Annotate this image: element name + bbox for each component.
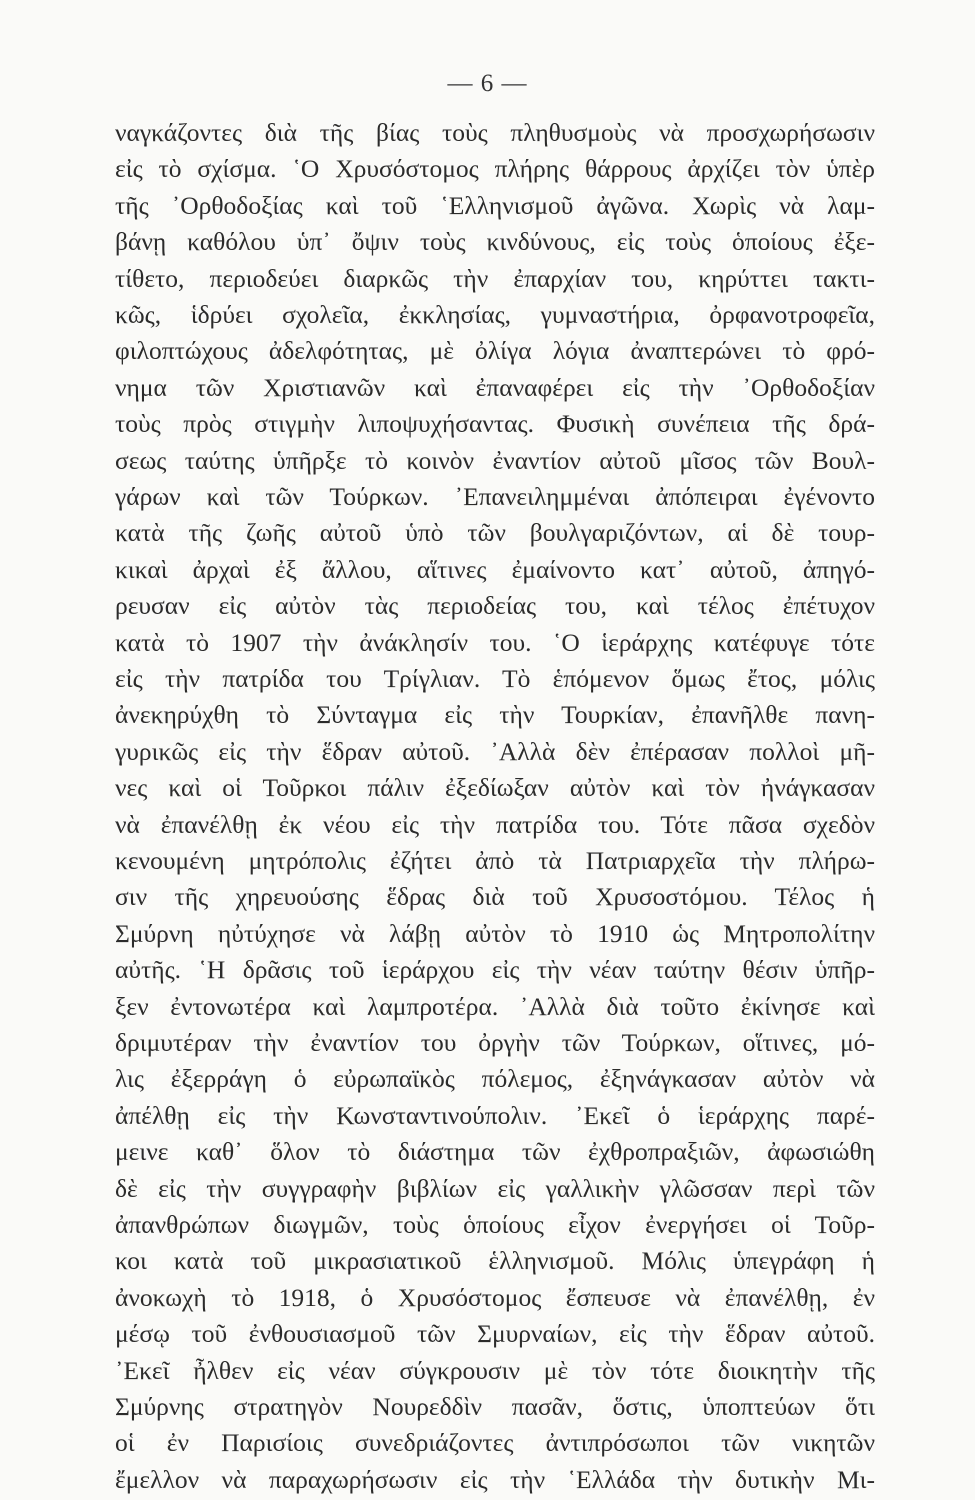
text-line: ρευσαν εἰς αὐτὸν τὰς περιοδείας του, καὶ τέλος ἐπέτυχον [115,591,875,621]
text-line: νες καὶ οἱ Τοῦρκοι πάλιν ἐξεδίωξαν αὐτὸν καὶ τὸν ἠνάγκασαν [115,773,875,803]
text-line: ναγκάζοντες διὰ τῆς βίας τοὺς πληθυσμοὺς νὰ προσχωρήσωσιν [115,118,875,147]
text-line: Σμύρνη ηὐτύχησε νὰ λάβῃ αὐτὸν τὸ 1910 ὡς Μητροπολίτην [115,918,875,948]
text-line: μεινε καθ᾿ ὅλον τὸ διάστημα τῶν ἐχθροπραξιῶν, ἀφωσιώθη [115,1137,875,1167]
text-line: δὲ εἰς τὴν συγγραφὴν βιβλίων εἰς γαλλικὴν γλῶσσαν περὶ τῶν [115,1173,875,1203]
text-line: κῶς, ἱδρύει σχολεῖα, ἐκκλησίας, γυμναστήρια, ὀρφανοτροφεῖα, [115,300,875,329]
text-line: ἀπέλθῃ εἰς τὴν Κωνσταντινούπολιν. ᾿Εκεῖ ὁ ἱεράρχης παρέ- [115,1100,875,1130]
text-line: οἱ ἐν Παρισίοις συνεδριάζοντες ἀντιπρόσωποι τῶν νικητῶν [115,1428,875,1458]
text-line: δριμυτέραν τὴν ἐναντίον του ὀργὴν τῶν Τούρκων, οἵτινες, μό- [115,1028,875,1057]
text-line: εἰς τὴν πατρίδα του Τρίγλιαν. Τὸ ἑπόμενον ὅμως ἔτος, μόλις [115,664,875,693]
text-line: σεως ταύτης ὑπῆρξε τὸ κοινὸν ἐναντίον αὐτοῦ μῖσος τῶν Βουλ- [115,445,875,475]
text-line: νημα τῶν Χριστιανῶν καὶ ἐπαναφέρει εἰς τὴν ᾿Ορθοδοξίαν [115,372,875,402]
text-line: μέσῳ τοῦ ἐνθουσιασμοῦ τῶν Σμυρναίων, εἰς τὴν ἕδραν αὐτοῦ. [115,1319,875,1349]
text-line: τίθετο, περιοδεύει διαρκῶς τὴν ἐπαρχίαν του, κηρύττει τακτι- [115,263,875,293]
text-line: κενουμένη μητρόπολις ἐζήτει ἀπὸ τὰ Πατριαρχεῖα τὴν πλήρω- [115,846,875,875]
text-line: εἰς τὸ σχίσμα. ῾Ο Χρυσόστομος πλήρης θάρρους ἀρχίζει τὸν ὑπὲρ [115,154,875,184]
page-number: — 6 — [447,70,528,97]
text-line: βάνῃ καθόλου ὑπ᾿ ὄψιν τοὺς κινδύνους, εἰς τοὺς ὁποίους ἐξε- [115,227,875,257]
text-line: τοὺς πρὸς στιγμὴν λιποψυχήσαντας. Φυσικὴ συνέπεια τῆς δρά- [115,409,875,439]
text-line: κοι κατὰ τοῦ μικρασιατικοῦ ἑλληνισμοῦ. Μόλις ὑπεγράφη ἡ [115,1246,875,1276]
text-line: ἀνεκηρύχθη τὸ Σύνταγμα εἰς τὴν Τουρκίαν, ἐπανῆλθε πανη- [115,700,875,730]
text-line: φιλοπτώχους ἀδελφότητας, μὲ ὀλίγα λόγια ἀναπτερώνει τὸ φρό- [115,336,875,366]
text-line: ἀπανθρώπων διωγμῶν, τοὺς ὁποίους εἶχον ἐνεργήσει οἱ Τοῦρ- [115,1210,875,1239]
text-line: κικαὶ ἀρχαὶ ἐξ ἄλλου, αἵτινες ἐμαίνοντο κατ᾿ αὐτοῦ, ἀπηγό- [115,554,875,584]
text-line: γάρων καὶ τῶν Τούρκων. ᾿Επανειλημμέναι ἀπόπειραι ἐγένοντο [115,482,875,511]
text-line: ἀνοκωχὴ τὸ 1918, ὁ Χρυσόστομος ἔσπευσε νὰ ἐπανέλθῃ, ἐν [115,1282,875,1312]
text-line: νὰ ἐπανέλθῃ ἐκ νέου εἰς τὴν πατρίδα του. Τότε πᾶσα σχεδὸν [115,809,875,839]
text-line: ᾿Εκεῖ ἦλθεν εἰς νέαν σύγκρουσιν μὲ τὸν τότε διοικητὴν τῆς [115,1355,875,1385]
text-line: ἔμελλον νὰ παραχωρήσωσιν εἰς τὴν ῾Ελλάδα τὴν δυτικὴν Μι- [115,1464,875,1494]
text-line: Σμύρνης στρατηγὸν Νουρεδδὶν πασᾶν, ὅστις, ὑποπτεύων ὅτι [115,1392,875,1421]
text-line: κατὰ τῆς ζωῆς αὐτοῦ ὑπὸ τῶν βουλγαριζόντων, αἱ δὲ τουρ- [115,518,875,548]
text-line: σιν τῆς χηρευούσης ἕδρας διὰ τοῦ Χρυσοστόμου. Τέλος ἡ [115,882,875,912]
text-line: τῆς ᾿Ορθοδοξίας καὶ τοῦ ῾Ελληνισμοῦ ἀγῶνα. Χωρὶς νὰ λαμ- [115,190,875,220]
text-line: αὐτῆς. ῾Η δρᾶσις τοῦ ἱεράρχου εἰς τὴν νέαν ταύτην θέσιν ὑπῆρ- [115,955,875,985]
text-line: ξεν ἐντονωτέρα καὶ λαμπροτέρα. ᾿Αλλὰ διὰ τοῦτο ἐκίνησε καὶ [115,991,875,1021]
text-line: κατὰ τὸ 1907 τὴν ἀνάκλησίν του. ῾Ο ἱεράρχης κατέφυγε τότε [115,627,875,657]
text-line: λις ἐξερράγη ὁ εὐρωπαϊκὸς πόλεμος, ἐξηνάγκασαν αὐτὸν νὰ [115,1064,875,1094]
text-line: γυρικῶς εἰς τὴν ἕδραν αὐτοῦ. ᾿Αλλὰ δὲν ἐπέρασαν πολλοὶ μῆ- [115,736,875,766]
